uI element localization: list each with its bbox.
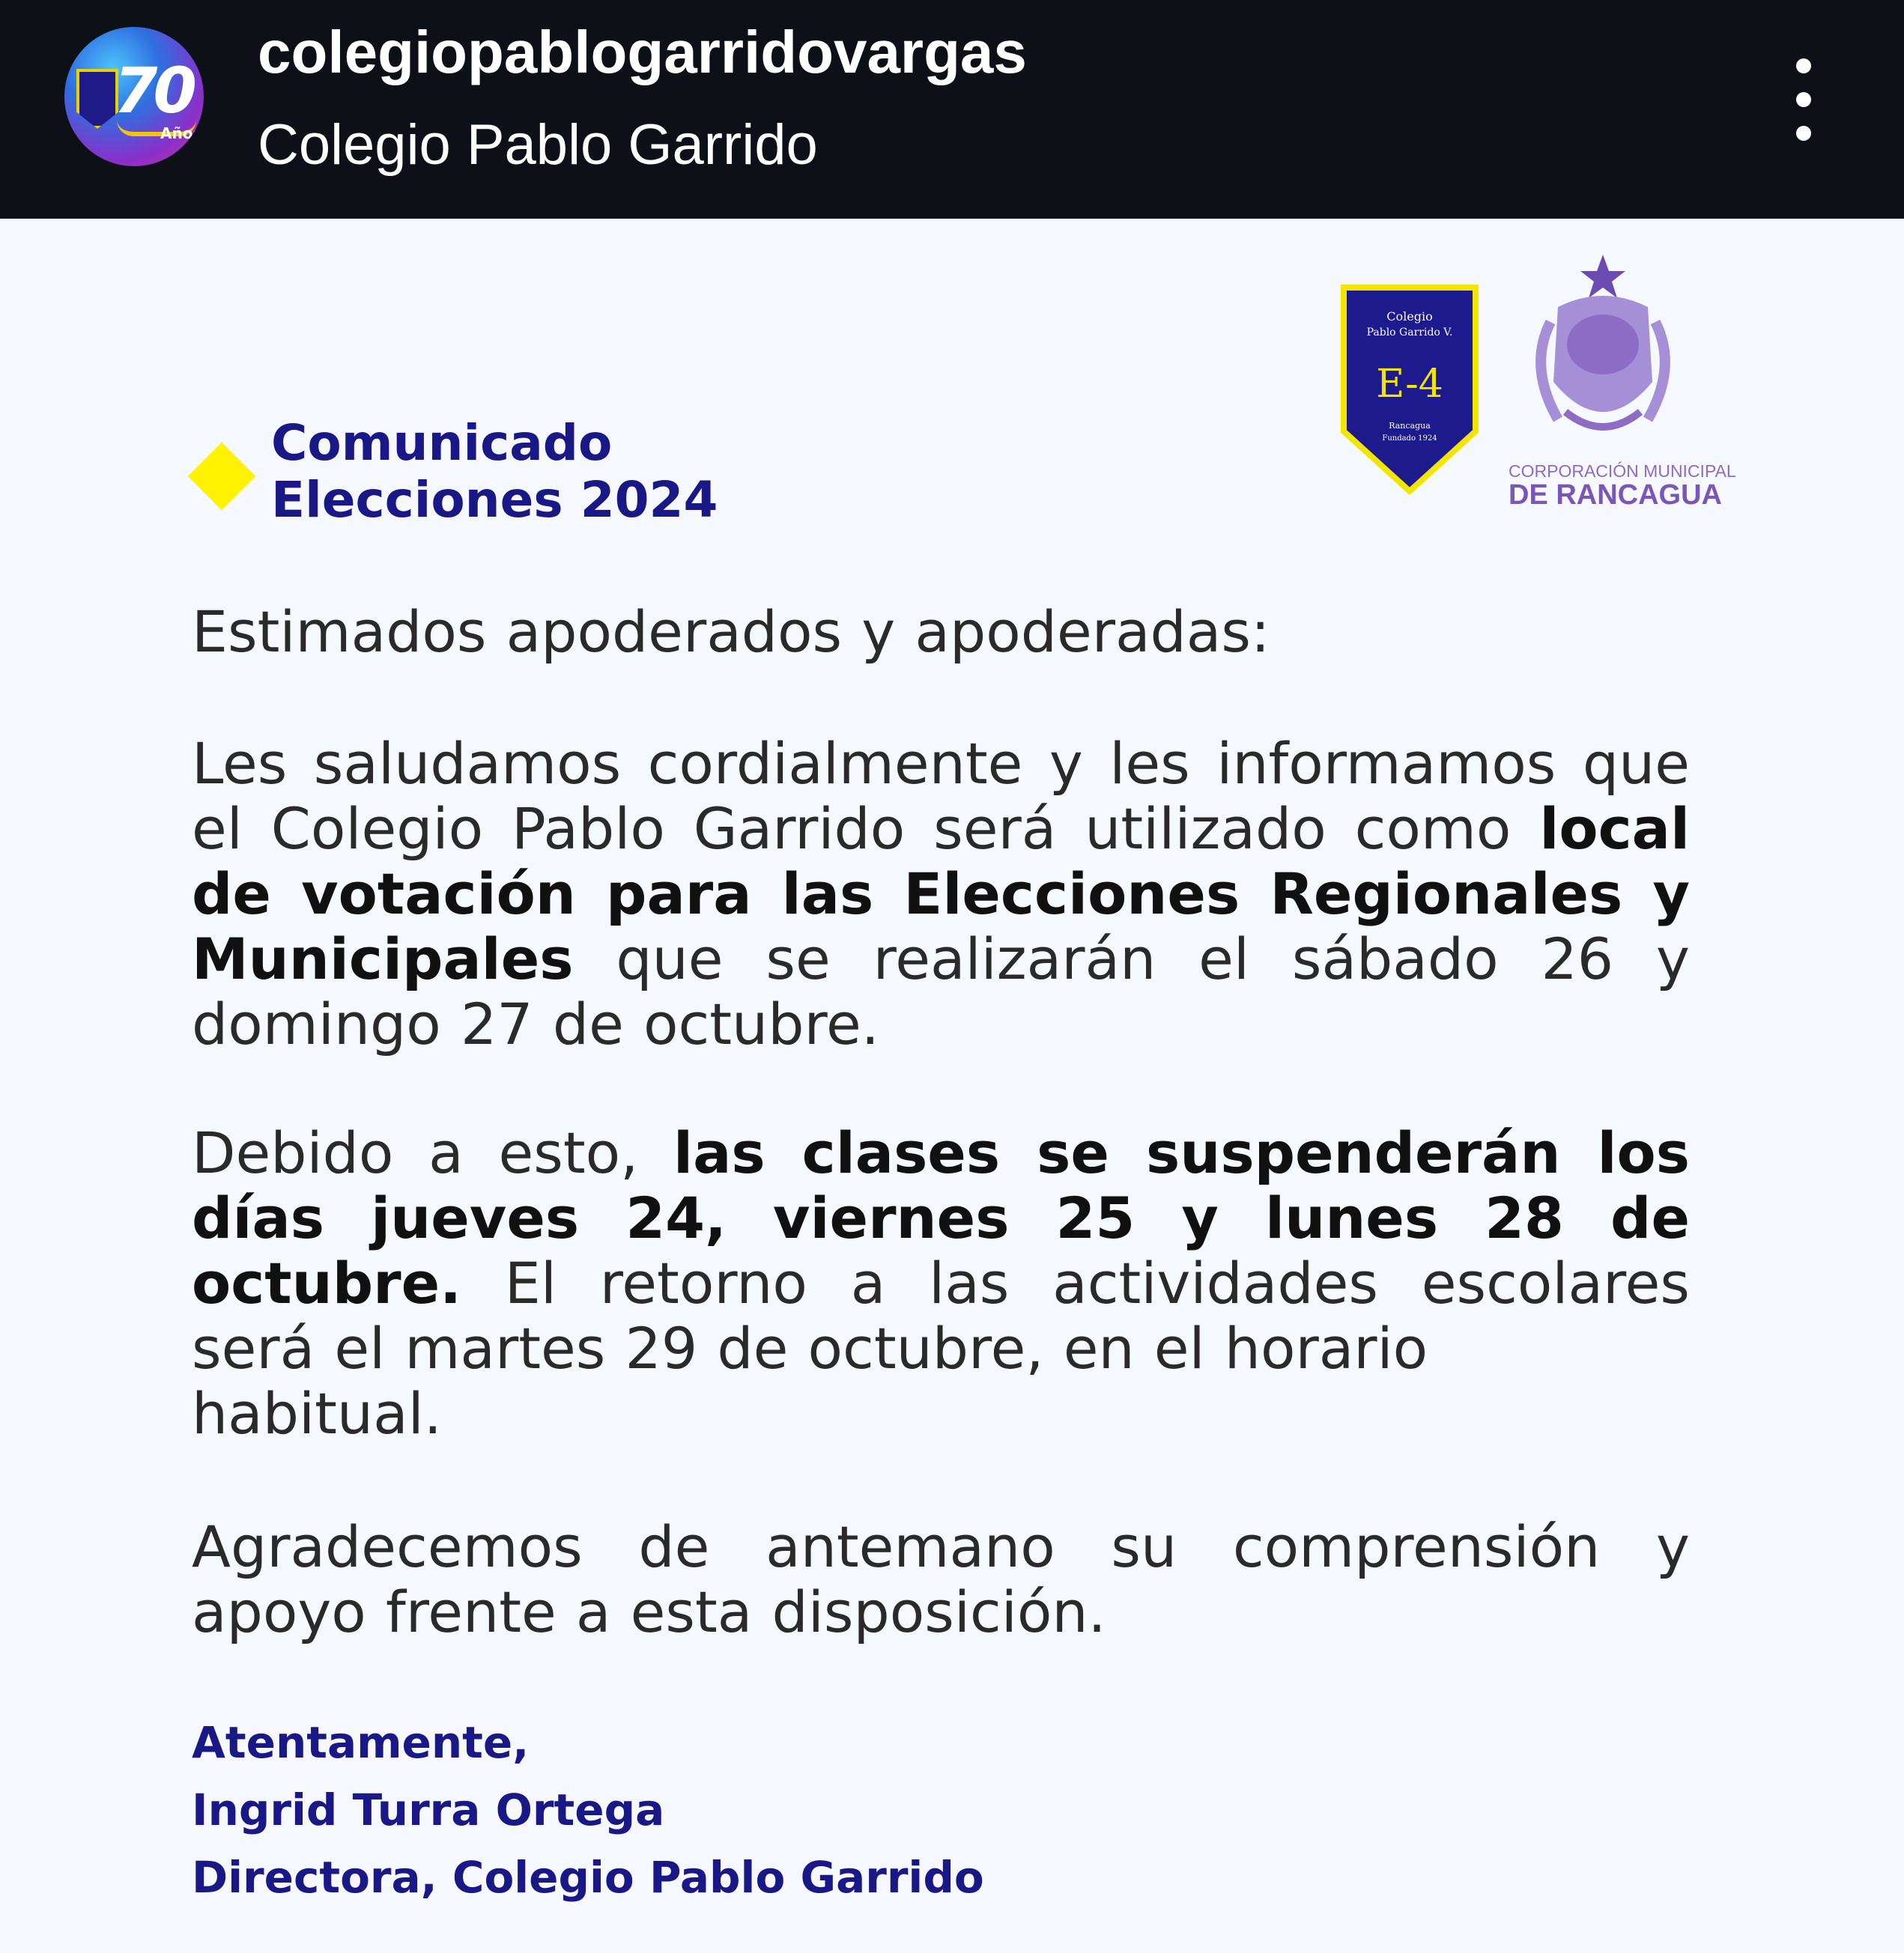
signature-role: Directora, Colegio Pablo Garrido: [192, 1852, 984, 1903]
paragraph-2-bold: las clases se suspenderán los días jueves 24, viernes 25 y lunes 28 de octubre.: [192, 1120, 1691, 1316]
paragraph-2-c: El retorno a las actividades escolares será el martes 29 de octubre, en el horario: [192, 1250, 1690, 1382]
colegio-logo-line4: Fundado 1924: [1382, 434, 1437, 443]
profile-full-name: Colegio Pablo Garrido: [258, 113, 818, 177]
paragraph-1: [192, 731, 1690, 1057]
colegio-logo: [1341, 285, 1479, 494]
paragraph-2-d: habitual.: [192, 1380, 442, 1447]
colegio-logo-line2: Pablo Garrido V.: [1366, 326, 1453, 338]
paragraph-2-a: Debido a esto,: [192, 1120, 674, 1186]
paragraph-2: [192, 1120, 1690, 1446]
shield-icon: [76, 69, 118, 129]
signature-name: Ingrid Turra Ortega: [192, 1785, 665, 1835]
paragraph-3: Agradecemos de antemano su comprensión y apoyo frente a esta disposición.: [192, 1513, 1690, 1645]
avatar-badge-suffix: Años: [160, 124, 202, 142]
paragraph-1-a: Les saludamos cordialmente y les informamos que el Colegio Pablo Garrido será utilizado como: [192, 730, 1690, 862]
post-header: [0, 0, 1904, 219]
post-title: [271, 415, 718, 529]
profile-username[interactable]: colegiopablogarridovargas: [258, 19, 1027, 85]
colegio-logo-line3: Rancagua: [1389, 421, 1431, 431]
signature: [192, 1709, 984, 1911]
paragraph-1-bold: local de votación para las Elecciones Regionales y Municipales: [192, 795, 1690, 992]
corporacion-line-1: CORPORACIÓN MUNICIPAL: [1509, 461, 1736, 481]
more-vertical-icon[interactable]: [1780, 58, 1828, 141]
colegio-logo-line1: Colegio: [1386, 309, 1433, 324]
avatar-badge-number: 70: [114, 54, 192, 127]
title-line-2: Elecciones 2024: [271, 471, 718, 529]
colegio-logo-code: E-4: [1376, 362, 1443, 407]
signature-closing: Atentamente,: [192, 1717, 530, 1768]
corporacion-line-2: DE RANCAGUA: [1509, 479, 1722, 511]
greeting: Estimados apoderados y apoderadas:: [192, 598, 1270, 665]
profile-avatar[interactable]: [64, 27, 204, 166]
title-line-1: Comunicado: [271, 414, 613, 472]
paragraph-1-c: que se realizarán el sábado 26 y domingo 27 de octubre.: [192, 926, 1690, 1057]
